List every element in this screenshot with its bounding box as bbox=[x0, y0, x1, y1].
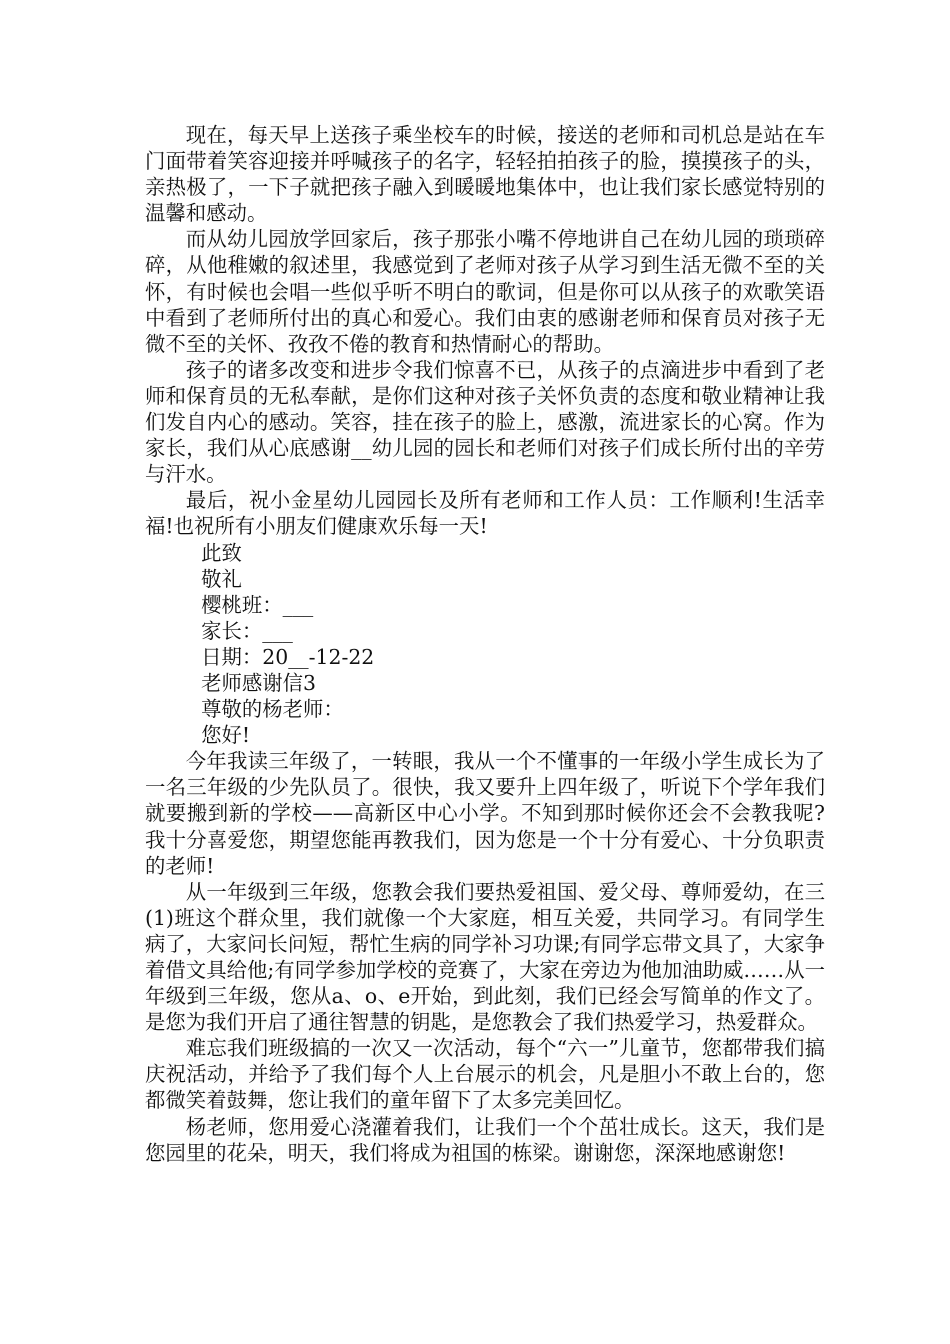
letter-greeting: 您好! bbox=[201, 723, 251, 748]
closing-jingli: 敬礼 bbox=[201, 566, 242, 591]
paragraph-class-family: 从一年级到三年级，您教会我们要热爱祖国、爱父母、尊师爱幼，在三(1)班这个群众里，我们就像一个大家庭，相互关爱，共同学习。有同学生病了，大家问长问短，帮忙生病的同学补习功课;有同学忘带文具了，大家争着借文具给他;有同学参加学校的竞赛了，大家在旁边为他加油助威……从一年级到三年级，您从a、o、e开始，到此刻，我们已经会写简单的作文了。是您为我们开启了通往智慧的钥匙，是您教会了我们热爱学习，热爱群众。 bbox=[145, 879, 825, 1035]
signature-date: 日期：20__-12-22 bbox=[201, 644, 375, 669]
paragraph-third-grade: 今年我读三年级了，一转眼，我从一个不懂事的一年级小学生成长为了一名三年级的少先队员了。很快，我又要升上四年级了，听说下个学年我们就要搬到新的学校——高新区中心小学。不知到那时候你还会不会教我呢?我十分喜爱您，期望您能再教我们，因为您是一个十分有爱心、十分负职责的老师! bbox=[145, 749, 825, 878]
document-page bbox=[145, 122, 825, 1166]
paragraph-progress: 孩子的诸多改变和进步令我们惊喜不已，从孩子的点滴进步中看到了老师和保育员的无私奉献，是你们这种对孩子关怀负责的态度和敬业精神让我们发自内心的感动。笑容，挂在孩子的脸上，感激，流进家长的心窝。作为家长，我们从心底感谢__幼儿园的园长和老师们对孩子们成长所付出的辛劳与汗水。 bbox=[145, 357, 825, 487]
signature-parent: 家长：___ bbox=[201, 618, 293, 643]
paragraph-after-school: 而从幼儿园放学回家后，孩子那张小嘴不停地讲自己在幼儿园的琐琐碎碎，从他稚嫩的叙述里，我感觉到了老师对孩子从学习到生活无微不至的关怀，有时候也会唱一些似乎听不明白的歌词，但是你可以从孩子的欢歌笑语中看到了老师所付出的真心和爱心。我们由衷的感谢老师和保育员对孩子无微不至的关怀、孜孜不倦的教育和热情耐心的帮助。 bbox=[145, 227, 825, 356]
paragraph-thanks: 杨老师，您用爱心浇灌着我们，让我们一个个茁壮成长。这天，我们是您园里的花朵，明天，我们将成为祖国的栋梁。谢谢您，深深地感谢您! bbox=[145, 1114, 825, 1165]
paragraph-activities: 难忘我们班级搞的一次又一次活动，每个“六一”儿童节，您都带我们搞庆祝活动，并给予了我们每个人上台展示的机会，凡是胆小不敢上台的，您都微笑着鼓舞，您让我们的童年留下了太多完美回忆。 bbox=[145, 1036, 825, 1113]
letter-salutation: 尊敬的杨老师： bbox=[201, 697, 344, 722]
paragraph-final-wishes: 最后，祝小金星幼儿园园长及所有老师和工作人员：工作顺利!生活幸福!也祝所有小朋友们健康欢乐每一天! bbox=[145, 488, 825, 539]
closing-cizhi: 此致 bbox=[201, 540, 242, 565]
paragraph-morning-bus: 现在，每天早上送孩子乘坐校车的时候，接送的老师和司机总是站在车门面带着笑容迎接并呼喊孩子的名字，轻轻拍拍孩子的脸，摸摸孩子的头，亲热极了，一下子就把孩子融入到暖暖地集体中，也让我们家长感觉特别的温馨和感动。 bbox=[145, 123, 825, 226]
signature-class: 樱桃班：___ bbox=[201, 592, 314, 617]
letter-title: 老师感谢信3 bbox=[201, 670, 317, 695]
